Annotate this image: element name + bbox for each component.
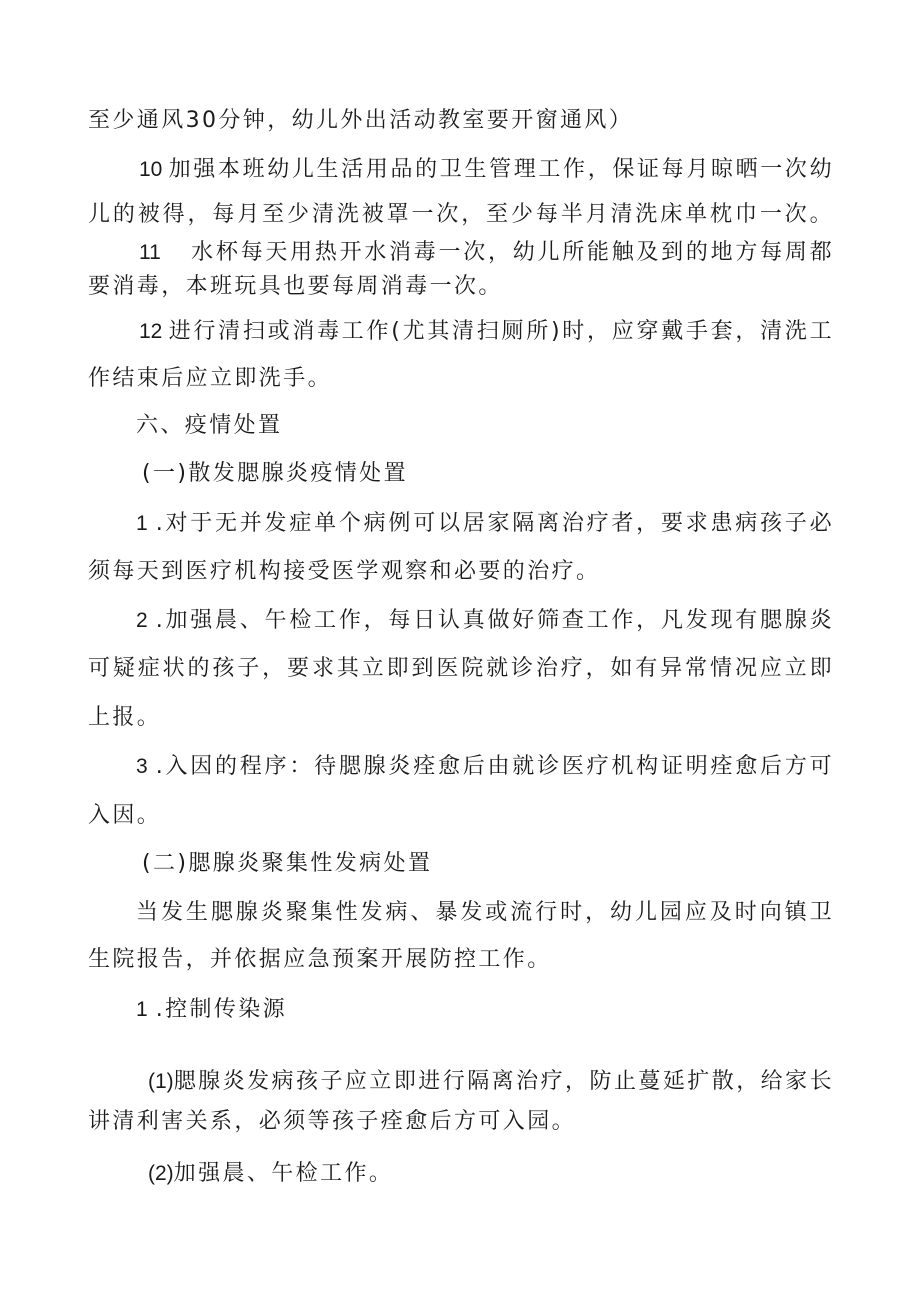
subsection-heading <box>142 459 888 489</box>
text-segment: 上报。 <box>88 705 162 730</box>
text-line <box>88 364 834 394</box>
text-line <box>148 1067 834 1097</box>
text-line <box>136 606 834 636</box>
text-line <box>148 1159 894 1189</box>
text-segment: 讲清利害关系，必须等孩子痊愈后方可入园。 <box>88 1109 577 1134</box>
text-segment: 当发生腮腺炎聚集性发病、暴发或流行时，幼儿园应及时向镇卫 <box>136 900 834 925</box>
text-line <box>88 801 834 831</box>
subsection-heading <box>142 849 888 879</box>
text-segment: 加强晨、午检工作。 <box>173 1161 394 1186</box>
text-segment: 加强本班幼儿生活用品的卫生管理工作，保证每月晾晒一次幼 <box>168 157 834 182</box>
text-segment: .对于无并发症单个病例可以居家隔离治疗者，要求患病孩子必 <box>155 511 834 536</box>
text-segment: .加强晨、午检工作，每日认真做好筛查工作，凡发现有腮腺炎 <box>155 608 834 633</box>
list-number: 1 <box>136 512 148 535</box>
text-segment: 至少通风30分钟，幼儿外出活动教室要开窗通风） <box>88 108 634 133</box>
list-number: 2 <box>136 609 148 632</box>
list-number: 3 <box>136 755 148 778</box>
text-segment: 水杯每天用热开水消毒一次，幼儿所能触及到的地方每周都 <box>190 240 834 265</box>
text-line <box>88 272 834 302</box>
list-number: 10 <box>139 158 163 181</box>
text-segment: 须每天到医疗机构接受医学观察和必要的治疗。 <box>88 559 601 584</box>
text-segment: 要消毒，本班玩具也要每周消毒一次。 <box>88 274 503 299</box>
text-line <box>88 557 834 587</box>
text-segment: (二)腮腺炎聚集性发病处置 <box>142 851 433 876</box>
text-line <box>136 995 882 1025</box>
text-segment: 腮腺炎发病孩子应立即进行隔离治疗，防止蔓延扩散，给家长 <box>173 1069 834 1094</box>
text-line <box>139 238 834 268</box>
text-segment: 儿的被得，每月至少清洗被罩一次，至少每半月清洗床单枕巾一次。 <box>88 202 834 227</box>
text-segment: 生院报告，并依据应急预案开展防控工作。 <box>88 947 552 972</box>
text-segment: (一)散发腮腺炎疫情处置 <box>142 461 408 486</box>
text-segment: 进行清扫或消毒工作(尤其清扫厕所)时，应穿戴手套，清洗工 <box>168 319 834 344</box>
list-number: (2) <box>148 1162 174 1185</box>
text-line <box>88 703 834 733</box>
text-segment: 可疑症状的孩子，要求其立即到医院就诊治疗，如有异常情况应立即 <box>88 656 834 681</box>
text-segment: 作结束后应立即洗手。 <box>88 366 333 391</box>
text-line <box>88 945 834 975</box>
text-line <box>136 898 834 928</box>
section-heading <box>136 411 882 441</box>
text-line <box>88 106 834 136</box>
text-line <box>136 509 834 539</box>
text-segment: 六、疫情处置 <box>136 413 283 438</box>
list-number: 11 <box>139 241 161 264</box>
text-line <box>139 155 834 185</box>
text-line <box>88 200 834 230</box>
list-number: (1) <box>148 1070 174 1093</box>
text-line <box>139 317 834 347</box>
text-line <box>136 752 834 782</box>
list-number: 1 <box>136 998 148 1021</box>
list-number: 12 <box>139 320 163 343</box>
text-segment: .入因的程序：待腮腺炎痊愈后由就诊医疗机构证明痊愈后方可 <box>155 754 834 779</box>
text-line <box>88 654 834 684</box>
text-segment: 入因。 <box>88 803 162 828</box>
text-segment: .控制传染源 <box>155 997 288 1022</box>
text-line <box>88 1107 834 1137</box>
